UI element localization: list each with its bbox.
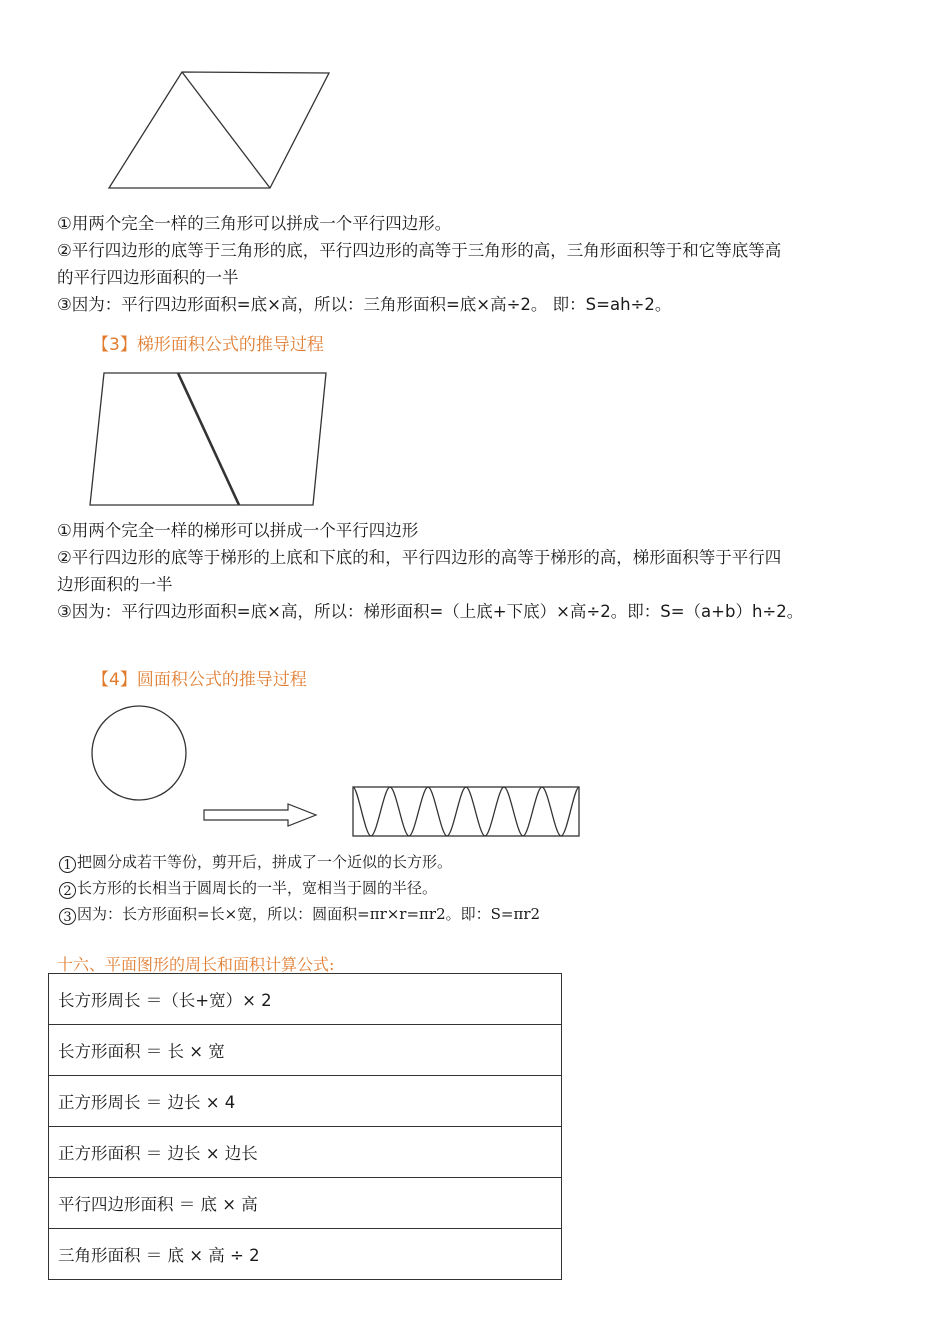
trapezoid-line-3: 边形面积的一半 — [57, 575, 173, 594]
circle-heading: 【4】圆面积公式的推导过程 — [92, 670, 307, 690]
table-row — [49, 1127, 562, 1178]
table-row — [49, 1178, 562, 1229]
circle-item-2 — [59, 877, 437, 899]
formula-cell: 平行四边形面积 ＝ 底 × 高 — [49, 1178, 562, 1229]
formula-cell: 正方形周长 ＝ 边长 × 4 — [49, 1076, 562, 1127]
table-row — [49, 974, 562, 1025]
trapezoid-line-1: ①用两个完全一样的梯形可以拼成一个平行四边形 — [57, 521, 419, 540]
circle-item-1 — [59, 851, 452, 873]
table-row — [49, 1025, 562, 1076]
trapezoid-heading: 【3】梯形面积公式的推导过程 — [92, 335, 324, 355]
triangle-line-1: ①用两个完全一样的三角形可以拼成一个平行四边形。 — [57, 214, 452, 233]
circle-item-text: 因为：长方形面积=长×宽，所以：圆面积=πr×r=πr2。即：S=πr2 — [77, 905, 541, 923]
triangle-line-4: ③因为：平行四边形面积=底×高，所以：三角形面积=底×高÷2。 即：S=ah÷2。 — [57, 295, 672, 314]
approximate-rectangle-figure — [353, 787, 579, 836]
triangle-line-2: ②平行四边形的底等于三角形的底，平行四边形的高等于三角形的高，三角形面积等于和它等底等高 — [57, 241, 782, 260]
circle-item-text: 长方形的长相当于圆周长的一半，宽相当于圆的半径。 — [77, 879, 438, 897]
triangle-line-3: 的平行四边形面积的一半 — [57, 268, 239, 287]
table-row — [49, 1076, 562, 1127]
parallelogram-of-triangles-figure — [109, 72, 329, 188]
arrow-right-icon — [204, 804, 316, 826]
circle-item-text: 把圆分成若干等份，剪开后，拼成了一个近似的长方形。 — [77, 853, 453, 871]
parallelogram-of-trapezoids-figure — [90, 373, 326, 505]
circle-item-3 — [59, 903, 540, 925]
trapezoid-line-4: ③因为：平行四边形面积=底×高，所以：梯形面积=（上底+下底）×高÷2。即：S=（a+b）h÷2。 — [57, 602, 804, 621]
formula-cell: 正方形面积 ＝ 边长 × 边长 — [49, 1127, 562, 1178]
circled-number: 2 — [59, 882, 76, 899]
circled-number: 1 — [59, 856, 76, 873]
formula-cell: 长方形面积 ＝ 长 × 宽 — [49, 1025, 562, 1076]
formula-cell: 长方形周长 ＝（长+宽）× 2 — [49, 974, 562, 1025]
trapezoid-line-2: ②平行四边形的底等于梯形的上底和下底的和，平行四边形的高等于梯形的高，梯形面积等于平行四 — [57, 548, 782, 567]
formulas-table — [48, 973, 562, 1280]
formula-cell: 三角形面积 ＝ 底 × 高 ÷ 2 — [49, 1229, 562, 1280]
table-row — [49, 1229, 562, 1280]
circled-number: 3 — [59, 908, 76, 925]
circle-figure — [92, 706, 186, 800]
formulas-heading: 十六、平面图形的周长和面积计算公式: — [57, 955, 335, 974]
